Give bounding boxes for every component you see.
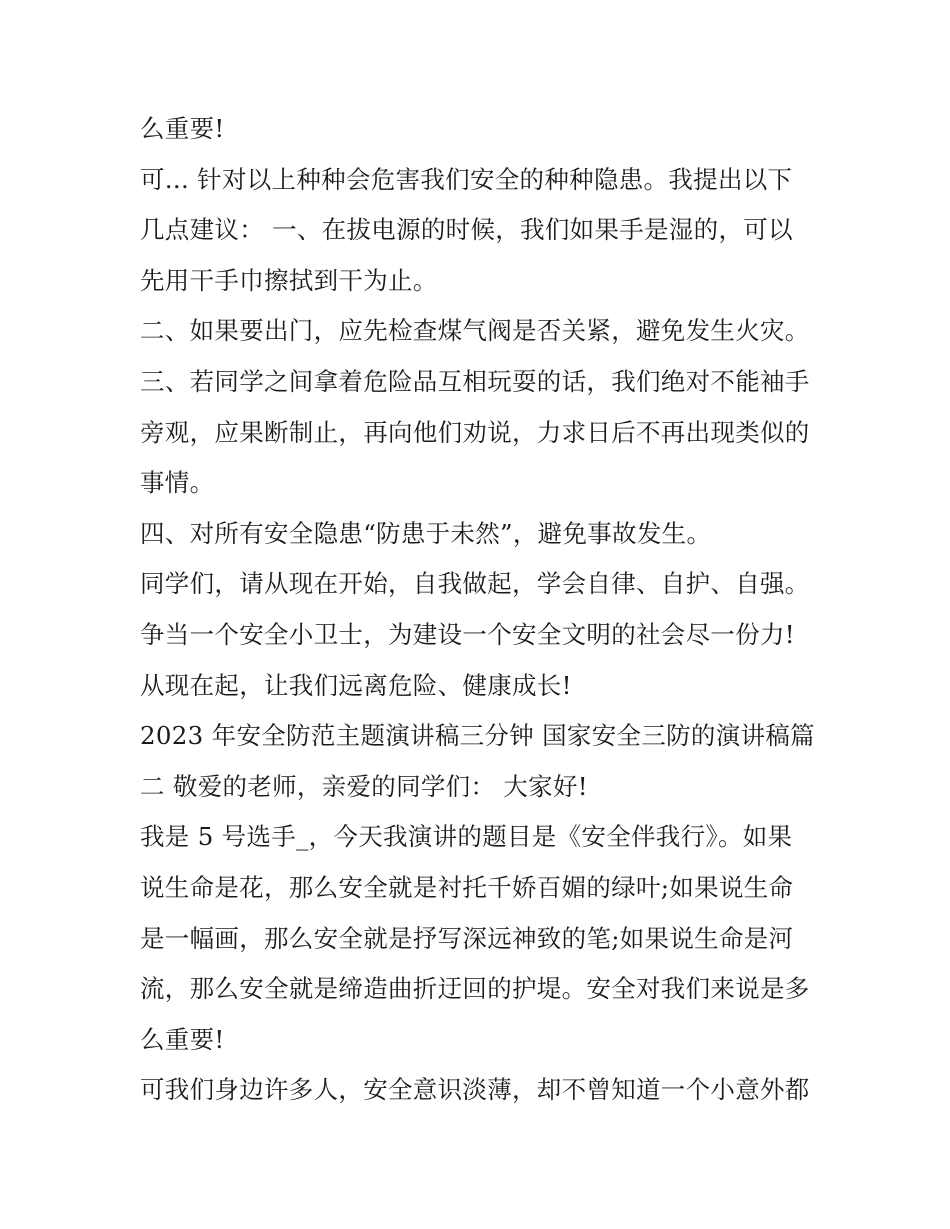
section-heading-line: 2023 年安全防范主题演讲稿三分钟 国家安全三防的演讲稿篇 [140, 721, 815, 751]
section-heading-line: 二 敬爱的老师，亲爱的同学们： 大家好! [140, 771, 588, 801]
text-line: 么重要! [140, 1024, 225, 1054]
text-line: 可... 针对以上种种会危害我们安全的种种隐患。我提出以下 [140, 164, 793, 194]
text-line: 说生命是花，那么安全就是衬托千娇百媚的绿叶;如果说生命 [140, 872, 794, 902]
text-line: 争当一个安全小卫士，为建设一个安全文明的社会尽一份力! [140, 619, 795, 649]
text-line: 是一幅画，那么安全就是抒写深远神致的笔;如果说生命是河 [140, 923, 794, 953]
text-line: 四、对所有安全隐患“防患于未然”，避免事故发生。 [140, 518, 712, 548]
text-line: 二、如果要出门，应先检查煤气阀是否关紧，避免发生火灾。 [140, 316, 810, 346]
text-line: 从现在起，让我们远离危险、健康成长! [140, 670, 572, 700]
text-line: 流，那么安全就是缔造曲折迂回的护堤。安全对我们来说是多 [140, 974, 810, 1004]
document-body [140, 104, 820, 1116]
text-line: 旁观，应果断制止，再向他们劝说，力求日后不再出现类似的 [140, 417, 810, 447]
text-line: 三、若同学之间拿着危险品互相玩耍的话，我们绝对不能袖手 [140, 366, 810, 396]
text-line: 我是 5 号选手_，今天我演讲的题目是《安全伴我行》。如果 [140, 822, 793, 852]
text-line: 同学们，请从现在开始，自我做起，学会自律、自护、自强。 [140, 569, 810, 599]
text-line: 事情。 [140, 468, 215, 498]
text-line: 先用干手巾擦拭到干为止。 [140, 265, 438, 295]
text-line: 么重要! [140, 114, 225, 143]
text-line: 几点建议： 一、在拔电源的时候，我们如果手是湿的，可以 [140, 215, 793, 245]
text-line: 可我们身边许多人，安全意识淡薄，却不曾知道一个小意外都 [140, 1075, 810, 1105]
